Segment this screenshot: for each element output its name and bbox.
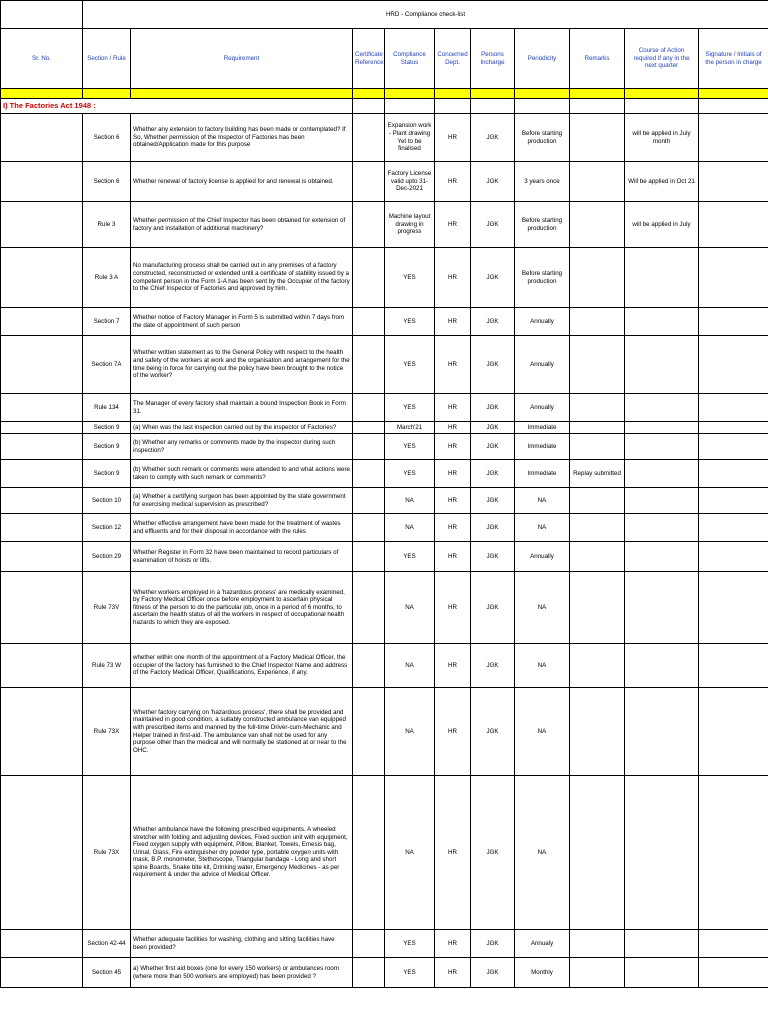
header-remarks: Remarks — [570, 29, 625, 89]
periodicity-cell: Annually — [515, 308, 570, 336]
table-row — [1, 248, 768, 308]
section-cell: Section 9 — [83, 460, 131, 488]
sr-cell — [1, 162, 83, 202]
remarks-cell — [570, 434, 625, 460]
persons-cell: JGK — [471, 776, 515, 930]
requirement-cell: (b) Whether any remarks or comments made by the inspector during such inspection? — [131, 434, 353, 460]
section-cell: Section 6 — [83, 162, 131, 202]
requirement-cell: The Manager of every factory shall maintain a bound Inspection Book in Form 31. — [131, 394, 353, 422]
requirement-cell: Whether renewal of factory license is applied for and renewal is obtained. — [131, 162, 353, 202]
action-cell — [625, 644, 699, 688]
dept-cell: HR — [435, 776, 471, 930]
periodicity-cell: Before starting production — [515, 202, 570, 248]
remarks-cell — [570, 422, 625, 434]
status-cell: NA — [385, 688, 435, 776]
status-cell: NA — [385, 488, 435, 514]
signature-cell — [699, 336, 768, 394]
requirement-cell: Whether any extension to factory building has been made or contemplated? If So, Whether permission of the Inspector of Factories has been obtained/Application made for this purpose — [131, 114, 353, 162]
dept-cell: HR — [435, 542, 471, 572]
section-cell: Rule 73X — [83, 776, 131, 930]
persons-cell: JGK — [471, 202, 515, 248]
header-section-rule: Section / Rule — [83, 29, 131, 89]
dept-cell: HR — [435, 422, 471, 434]
header-requirement: Requirement — [131, 29, 353, 89]
persons-cell: JGK — [471, 958, 515, 988]
certificate-cell — [353, 336, 385, 394]
periodicity-cell: Monthly — [515, 958, 570, 988]
persons-cell: JGK — [471, 336, 515, 394]
table-row — [1, 422, 768, 434]
dept-cell: HR — [435, 460, 471, 488]
signature-cell — [699, 308, 768, 336]
requirement-cell: Whether permission of the Chief Inspector has been obtained for extension of factory and installation of additional machinery? — [131, 202, 353, 248]
table-row — [1, 202, 768, 248]
certificate-cell — [353, 308, 385, 336]
sr-cell — [1, 930, 83, 958]
sr-cell — [1, 114, 83, 162]
signature-cell — [699, 422, 768, 434]
periodicity-cell: NA — [515, 514, 570, 542]
table-row — [1, 776, 768, 930]
remarks-cell — [570, 114, 625, 162]
section-cell: Section 9 — [83, 434, 131, 460]
signature-cell — [699, 162, 768, 202]
section-cell: Rule 3 A — [83, 248, 131, 308]
status-cell: YES — [385, 394, 435, 422]
table-row — [1, 688, 768, 776]
section-cell: Section 12 — [83, 514, 131, 542]
section-cell: Rule 73V — [83, 572, 131, 644]
dept-cell: HR — [435, 336, 471, 394]
action-cell — [625, 434, 699, 460]
certificate-cell — [353, 488, 385, 514]
status-cell: NA — [385, 644, 435, 688]
sr-cell — [1, 336, 83, 394]
dept-cell: HR — [435, 958, 471, 988]
certificate-cell — [353, 776, 385, 930]
signature-cell — [699, 460, 768, 488]
dept-cell: HR — [435, 308, 471, 336]
table-row — [1, 542, 768, 572]
remarks-cell — [570, 336, 625, 394]
persons-cell: JGK — [471, 488, 515, 514]
requirement-cell: (b) Whether such remark or comments were attended to and what actions were taken to comply with such remark or comments? — [131, 460, 353, 488]
signature-cell — [699, 394, 768, 422]
requirement-cell: Whether workers employed in a 'hazardous process' are medically examined, by Factory Medical Officer once before employment to ascertain physical fitness of the person to do the particular job, once in a period of 6 months, to ascertain the health status of all the workers in respect of occupational health hazards to which they are exposed. — [131, 572, 353, 644]
remarks-cell — [570, 688, 625, 776]
sr-cell — [1, 644, 83, 688]
action-cell — [625, 336, 699, 394]
persons-cell: JGK — [471, 514, 515, 542]
requirement-cell: Whether ambulance have the following prescribed equipments. A wheeled stretcher with folding and adjusting devices, Fixed suction unit with equipment, Fixed oxygen supply with equipment, Pillow, Blanket, Towels, Emesis bag, Urinal, Glass, Fire extinguisher dry powder type, portable oxygen units with mask, B.P. monometer, Stethoscope, Triangular bandage - Long and short spine Boards, Snake bite kit, Drinking water, Emergency Medicines - as per requirement & under the advice of Medical Officer. — [131, 776, 353, 930]
dept-cell: HR — [435, 488, 471, 514]
certificate-cell — [353, 434, 385, 460]
periodicity-cell: NA — [515, 572, 570, 644]
requirement-cell: Whether effective arrangement have been made for the treatment of wastes and effluents and for their disposal in accordance with the rules — [131, 514, 353, 542]
table-row — [1, 958, 768, 988]
action-cell — [625, 572, 699, 644]
certificate-cell — [353, 394, 385, 422]
section-cell: Rule 73X — [83, 688, 131, 776]
dept-cell: HR — [435, 572, 471, 644]
requirement-cell: Whether Register in Form 32 have been maintained to record particulars of examination of hoists or lifts. — [131, 542, 353, 572]
sr-cell — [1, 202, 83, 248]
dept-cell: HR — [435, 688, 471, 776]
periodicity-cell: Immediate — [515, 422, 570, 434]
action-cell — [625, 422, 699, 434]
section-cell: Section 7A — [83, 336, 131, 394]
status-cell: NA — [385, 572, 435, 644]
table-row — [1, 514, 768, 542]
sr-cell — [1, 542, 83, 572]
table-row — [1, 336, 768, 394]
remarks-cell — [570, 958, 625, 988]
certificate-cell — [353, 248, 385, 308]
requirement-cell: Whether notice of Factory Manager in Form 5 is submitted within 7 days from the date of appointment of such person — [131, 308, 353, 336]
certificate-cell — [353, 162, 385, 202]
signature-cell — [699, 114, 768, 162]
persons-cell: JGK — [471, 114, 515, 162]
persons-cell: JGK — [471, 930, 515, 958]
status-cell: YES — [385, 434, 435, 460]
sr-cell — [1, 776, 83, 930]
status-cell: Factory License valid upto 31-Dec-2021 — [385, 162, 435, 202]
section-cell: Rule 134 — [83, 394, 131, 422]
requirement-cell: (a) When was the last inspection carried out by the inspector of Factories? — [131, 422, 353, 434]
signature-cell — [699, 958, 768, 988]
periodicity-cell: NA — [515, 776, 570, 930]
sr-cell — [1, 958, 83, 988]
action-cell: Will be applied in Oct 21 — [625, 162, 699, 202]
dept-cell: HR — [435, 514, 471, 542]
status-cell: NA — [385, 776, 435, 930]
remarks-cell — [570, 162, 625, 202]
status-cell: YES — [385, 248, 435, 308]
signature-cell — [699, 542, 768, 572]
requirement-cell: (a) Whether a certifying surgeon has been appointed by the state government for exercising medical supervision as prescribed? — [131, 488, 353, 514]
persons-cell: JGK — [471, 644, 515, 688]
signature-cell — [699, 776, 768, 930]
persons-cell: JGK — [471, 248, 515, 308]
sr-cell — [1, 248, 83, 308]
persons-cell: JGK — [471, 308, 515, 336]
remarks-cell: Replay submitted — [570, 460, 625, 488]
signature-cell — [699, 488, 768, 514]
remarks-cell — [570, 308, 625, 336]
section-cell: Section 29 — [83, 542, 131, 572]
requirement-cell: Whether factory carrying on 'hazardous process', there shall be provided and maintained in good condition, a suitably constructed ambulance van equipped with prescribed items and manned by the full-time Driver-cum-Mechanic and Helper trained in first-aid. The ambulance van shall not be used for any purpose other than the medical and will normally be stationed at or near to the OHC. — [131, 688, 353, 776]
sr-cell — [1, 572, 83, 644]
header-periodicity: Periodicity — [515, 29, 570, 89]
section-cell: Section 7 — [83, 308, 131, 336]
certificate-cell — [353, 460, 385, 488]
table-row — [1, 162, 768, 202]
action-cell — [625, 688, 699, 776]
action-cell — [625, 776, 699, 930]
requirement-cell: whether within one month of the appointment of a Factory Medical Officer, the occupier of the factory has furnished to the Chief Inspector Name and address of the Factory Medical Officer, Qualifications, Experience, if any. — [131, 644, 353, 688]
dept-cell: HR — [435, 202, 471, 248]
table-row — [1, 114, 768, 162]
persons-cell: JGK — [471, 422, 515, 434]
remarks-cell — [570, 514, 625, 542]
periodicity-cell: Before starting production — [515, 248, 570, 308]
certificate-cell — [353, 958, 385, 988]
sr-cell — [1, 488, 83, 514]
persons-cell: JGK — [471, 434, 515, 460]
persons-cell: JGK — [471, 542, 515, 572]
table-row — [1, 434, 768, 460]
persons-cell: JGK — [471, 572, 515, 644]
header-certificate-reference: Certificate Reference — [353, 29, 385, 89]
action-cell — [625, 542, 699, 572]
certificate-cell — [353, 542, 385, 572]
certificate-cell — [353, 644, 385, 688]
yellow-separator-row — [1, 89, 768, 99]
certificate-cell — [353, 514, 385, 542]
periodicity-cell: Annually — [515, 394, 570, 422]
periodicity-cell: Immediate — [515, 460, 570, 488]
status-cell: March'21 — [385, 422, 435, 434]
signature-cell — [699, 514, 768, 542]
action-cell — [625, 514, 699, 542]
table-row — [1, 572, 768, 644]
signature-cell — [699, 930, 768, 958]
table-row — [1, 930, 768, 958]
sr-cell — [1, 422, 83, 434]
dept-cell: HR — [435, 394, 471, 422]
requirement-cell: a) Whether first aid boxes (one for every 150 workers) or ambulances room (where more than 500 workers are employed) has been provided ? — [131, 958, 353, 988]
periodicity-cell: NA — [515, 488, 570, 514]
table-row — [1, 308, 768, 336]
periodicity-cell: NA — [515, 688, 570, 776]
header-sr-no: Sr. No. — [1, 29, 83, 89]
periodicity-cell: Annually — [515, 336, 570, 394]
action-cell — [625, 460, 699, 488]
table-row — [1, 488, 768, 514]
status-cell: YES — [385, 542, 435, 572]
persons-cell: JGK — [471, 394, 515, 422]
dept-cell: HR — [435, 114, 471, 162]
signature-cell — [699, 248, 768, 308]
action-cell: will be applied in July — [625, 202, 699, 248]
periodicity-cell: NA — [515, 644, 570, 688]
section-cell: Section 9 — [83, 422, 131, 434]
signature-cell — [699, 688, 768, 776]
remarks-cell — [570, 572, 625, 644]
certificate-cell — [353, 422, 385, 434]
sheet-title: HRD - Compliance check-list — [83, 1, 768, 29]
status-cell: YES — [385, 930, 435, 958]
periodicity-cell: Before starting production — [515, 114, 570, 162]
signature-cell — [699, 572, 768, 644]
dept-cell: HR — [435, 248, 471, 308]
header-compliance-status: Compliance Status — [385, 29, 435, 89]
action-cell — [625, 248, 699, 308]
status-cell: YES — [385, 460, 435, 488]
sr-cell — [1, 394, 83, 422]
requirement-cell: No manufacturing process shall be carried out in any premises of a factory constructed, reconstructed or extended until a certificate of stability issued by a competent person in the Form 1-A has been sent by the Occupier of the factory to the Chief Inspector of Factories and approved by him. — [131, 248, 353, 308]
table-row — [1, 460, 768, 488]
remarks-cell — [570, 248, 625, 308]
certificate-cell — [353, 114, 385, 162]
header-signature: Signature / Initials of the person in charge — [699, 29, 768, 89]
periodicity-cell: 3 years once — [515, 162, 570, 202]
signature-cell — [699, 434, 768, 460]
status-cell: NA — [385, 514, 435, 542]
header-course-of-action: Course of Action required if any in the next quarter — [625, 29, 699, 89]
section-cell: Rule 3 — [83, 202, 131, 248]
section-cell: Section 45 — [83, 958, 131, 988]
header-persons-incharge: Persons Incharge — [471, 29, 515, 89]
requirement-cell: Whether adequate facilities for washing, clothing and sitting facilities have been provided? — [131, 930, 353, 958]
signature-cell — [699, 202, 768, 248]
action-cell — [625, 308, 699, 336]
periodicity-cell: Annualy — [515, 930, 570, 958]
status-cell: YES — [385, 308, 435, 336]
periodicity-cell: Immediate — [515, 434, 570, 460]
sr-cell — [1, 460, 83, 488]
sr-cell — [1, 688, 83, 776]
dept-cell: HR — [435, 930, 471, 958]
status-cell: Expansion work - Plant drawing Yet to be finalised — [385, 114, 435, 162]
table-row — [1, 394, 768, 422]
remarks-cell — [570, 394, 625, 422]
remarks-cell — [570, 542, 625, 572]
act-title: I) The Factories Act 1948 : — [1, 99, 131, 114]
section-cell: Rule 73 W — [83, 644, 131, 688]
section-cell: Section 10 — [83, 488, 131, 514]
sr-cell — [1, 434, 83, 460]
signature-cell — [699, 644, 768, 688]
sr-cell — [1, 514, 83, 542]
remarks-cell — [570, 644, 625, 688]
action-cell: will be applied in July month — [625, 114, 699, 162]
certificate-cell — [353, 572, 385, 644]
status-cell: Machine layout drawing in progress — [385, 202, 435, 248]
action-cell — [625, 488, 699, 514]
periodicity-cell: Annually — [515, 542, 570, 572]
header-concerned-dept: Concerned Dept. — [435, 29, 471, 89]
remarks-cell — [570, 488, 625, 514]
requirement-cell: Whether written statement as to the General Policy with respect to the health and safety of the workers at work and the organisation and arrangement for the time being in force for carrying out the policy have been brought to the notice of the worker? — [131, 336, 353, 394]
section-cell: Section 42-44 — [83, 930, 131, 958]
persons-cell: JGK — [471, 460, 515, 488]
dept-cell: HR — [435, 434, 471, 460]
sr-cell — [1, 308, 83, 336]
action-cell — [625, 958, 699, 988]
persons-cell: JGK — [471, 688, 515, 776]
table-row — [1, 644, 768, 688]
dept-cell: HR — [435, 644, 471, 688]
action-cell — [625, 394, 699, 422]
persons-cell: JGK — [471, 162, 515, 202]
remarks-cell — [570, 202, 625, 248]
remarks-cell — [570, 930, 625, 958]
certificate-cell — [353, 930, 385, 958]
remarks-cell — [570, 776, 625, 930]
status-cell: YES — [385, 958, 435, 988]
status-cell: YES — [385, 336, 435, 394]
section-cell: Section 6 — [83, 114, 131, 162]
action-cell — [625, 930, 699, 958]
certificate-cell — [353, 202, 385, 248]
dept-cell: HR — [435, 162, 471, 202]
certificate-cell — [353, 688, 385, 776]
